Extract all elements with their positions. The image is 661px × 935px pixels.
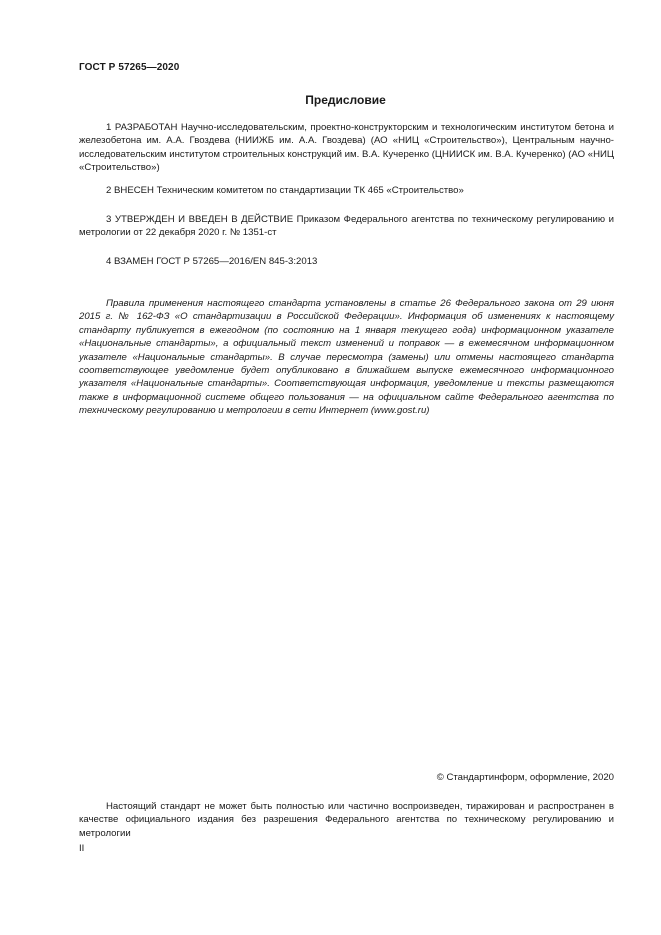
foreword-item-replaces: 4 ВЗАМЕН ГОСТ Р 57265—2016/EN 845-3:2013 <box>106 256 318 267</box>
copyright-line: © Стандартинформ, оформление, 2020 <box>436 772 614 783</box>
application-rules-notice: Правила применения настоящего стандарта установлены в статье 26 Федерального закона от 29 июня 2015 г. № 162-ФЗ «О стандартизации в Российской Федерации». Информация об изменениях к настоящему стандарту публикуется в ежегодном (по состоянию на 1 января текущего года) информационном указателе «Национальные стандарты», а официальный текст изменений и поправок — в ежемесячном информационном указателе «Национальные стандарты». В случае пересмотра (замены) или отмены настоящего стандарта соответствующее уведомление будет опубликовано в ближайшем выпуске ежемесячного информационного указателя «Национальные стандарты». Соответствующая информация, уведомление и тексты размещаются также в информационной системе общего пользования — на официальном сайте Федерального агентства по техническому регулированию и метрологии в сети Интернет (www.gost.ru) <box>79 298 614 417</box>
foreword-item-approved: 3 УТВЕРЖДЕН И ВВЕДЕН В ДЕЙСТВИЕ Приказом Федерального агентства по техническому регулированию и метрологии от 22 декабря 2020 г. № 1351-ст <box>79 214 614 239</box>
standard-code-header: ГОСТ Р 57265—2020 <box>79 62 180 73</box>
page-title <box>0 93 661 107</box>
foreword-item-developed: 1 РАЗРАБОТАН Научно-исследовательским, проектно-конструкторским и технологическим институтом бетона и железобетона им. А.А. Гвоздева (НИИЖБ им. А.А. Гвоздева) (АО «НИЦ «Строительство»), Центральным научно-исследовательским институтом строительных конструкций им. В.А. Кучеренко (ЦНИИСК им. В.А. Кучеренко) (АО «НИЦ «Строительство») <box>79 122 614 174</box>
foreword-item-submitted: 2 ВНЕСЕН Техническим комитетом по стандартизации ТК 465 «Строительство» <box>106 185 464 196</box>
page-title-text: Предисловие <box>305 93 386 107</box>
page-number: II <box>79 843 85 854</box>
reproduction-notice: Настоящий стандарт не может быть полностью или частично воспроизведен, тиражирован и распространен в качестве официального издания без разрешения Федерального агентства по техническому регулированию и метрологии <box>79 801 614 839</box>
